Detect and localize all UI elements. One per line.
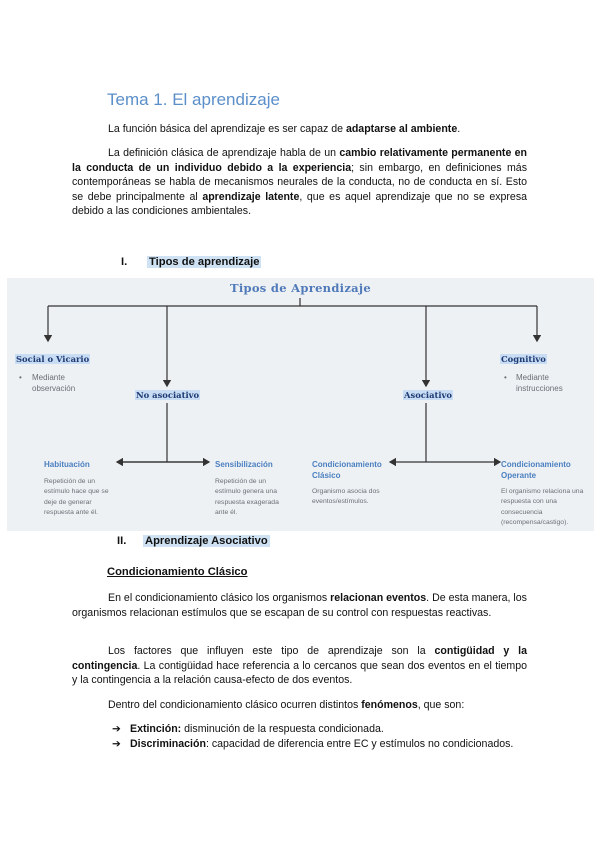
sensibilizacion-label: Sensibilización <box>215 460 273 469</box>
section-heading-1: I. Tipos de aprendizaje <box>121 256 260 268</box>
arrow-icon: ➔ <box>112 737 121 750</box>
social-desc: Mediante observación <box>32 373 76 393</box>
subheading-condicionamiento-clasico: Condicionamiento Clásico <box>107 566 248 578</box>
intro-paragraph-1: La función básica del aprendizaje es ser capaz de adaptarse al ambiente. <box>108 123 461 135</box>
cond-operante-label: Condicionamiento Operante <box>501 460 571 480</box>
body-paragraph-5: Dentro del condicionamiento clásico ocurren distintos fenómenos, que son: <box>108 699 465 711</box>
body-paragraph-3: En el condicionamiento clásico los organismos relacionan eventos. De esta manera, los organismos relacionan estímulos que se escapan de su control con respuestas reactivas. <box>72 592 527 619</box>
body-paragraph-4: Los factores que influyen este tipo de aprendizaje son la contigüidad y la contingencia. La contigüidad hace referencia a lo cercanos que sean dos eventos en el tiempo y la contingencia a la relación causa-efecto de dos eventos. <box>72 645 527 687</box>
arrow-icon: ➔ <box>112 723 121 735</box>
section-heading-2: II. Aprendizaje Asociativo <box>117 535 268 547</box>
node-asociativo: Asociativo <box>404 390 453 400</box>
diagram-title: Tipos de Aprendizaje <box>229 281 372 295</box>
list-item: ➔ Discriminación: capacidad de diferencia entre EC y estímulos no condicionados. <box>112 737 514 750</box>
habituacion-desc: Repetición de un estímulo hace que se deje de generar respuesta ante él. <box>44 478 109 517</box>
cond-clasico-desc: Organismo asocia dos eventos/estímulos. <box>312 488 380 506</box>
cond-operante-desc: El organismo relaciona una respuesta con una consecuencia (recompensa/castigo). <box>501 488 584 527</box>
cond-clasico-label: Condicionamiento Clásico <box>312 460 382 480</box>
page-title: Tema 1. El aprendizaje <box>107 90 280 109</box>
node-no-asociativo: No asociativo <box>136 390 200 400</box>
node-social: Social o Vicario <box>16 354 90 364</box>
social-bullet: • <box>19 373 22 382</box>
cogn-bullet: • <box>504 373 507 382</box>
phenomena-list <box>112 722 527 751</box>
cogn-desc: Mediante instrucciones <box>516 373 563 393</box>
node-cognitivo: Cognitivo <box>501 354 546 364</box>
learning-types-diagram <box>7 278 594 531</box>
habituacion-label: Habituación <box>44 460 90 469</box>
sensibilizacion-desc: Repetición de un estímulo genera una respuesta exagerada ante él. <box>215 478 279 517</box>
intro-paragraph-2: La definición clásica de aprendizaje habla de un cambio relativamente permanente en la conducta de un individuo debido a la experiencia; sin embargo, en definiciones más contemporáneas se habla de mecanismos neurales de la conducta, no de conducta en sí. Esto se debe principalmente al aprendizaje latente, que es aquel aprendizaje que no se expresa debido a las condiciones ambientales. <box>72 147 528 218</box>
list-item: ➔ Extinción: disminución de la respuesta condicionada. <box>112 723 384 735</box>
